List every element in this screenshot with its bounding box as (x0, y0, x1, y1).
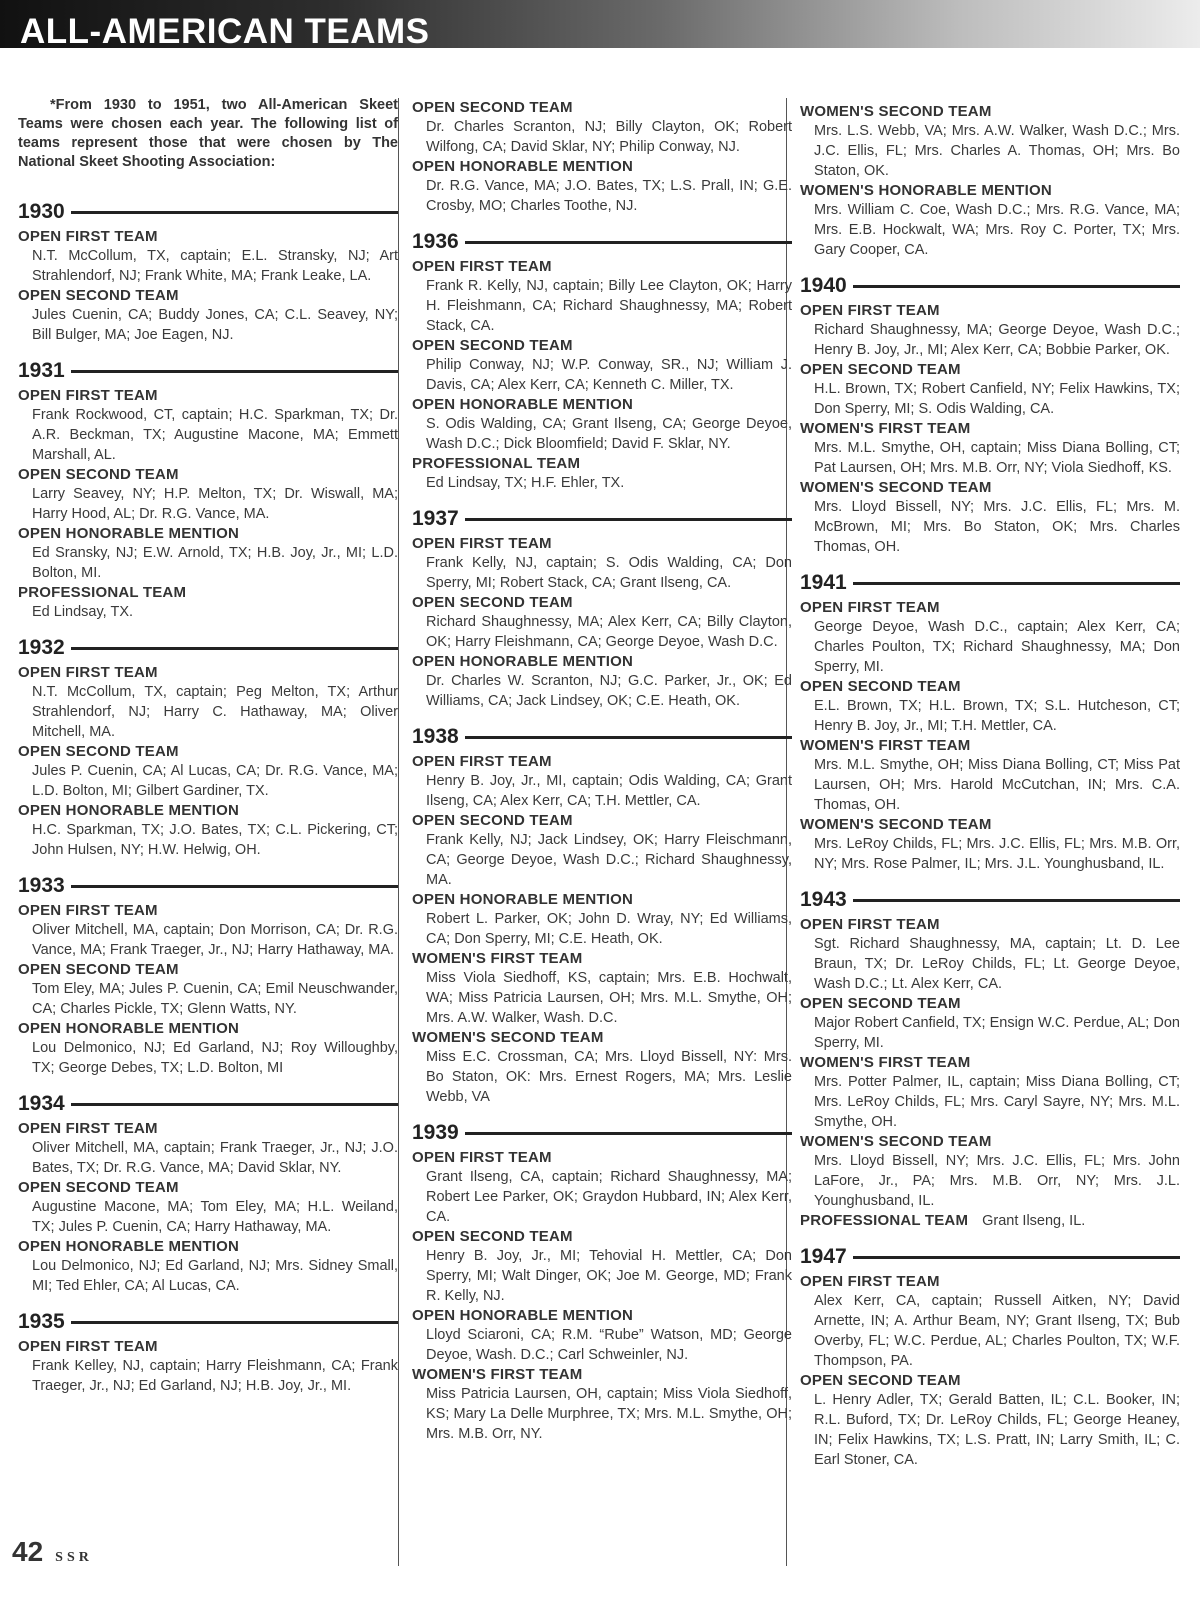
team-entry (412, 395, 792, 454)
team-entry (800, 1272, 1180, 1371)
team-title: WOMEN'S FIRST TEAM (800, 737, 971, 754)
team-members: George Deyoe, Wash D.C., captain; Alex Kerr, CA; Charles Poulton, TX; Richard Shaughnessy, MA; Don Sperry, MI. (814, 619, 1180, 675)
team-entry (412, 593, 792, 652)
team-title: OPEN FIRST TEAM (18, 228, 158, 245)
year-section-1935 (18, 1308, 398, 1396)
team-members: Frank Kelley, NJ, captain; Harry Fleishmann, CA; Frank Traeger, Jr., NJ; Ed Garland, NJ; H.B. Joy, Jr., MI. (32, 1358, 398, 1394)
year-label: 1933 (18, 874, 65, 897)
team-title: OPEN SECOND TEAM (412, 812, 573, 829)
year-label: 1935 (18, 1310, 65, 1333)
team-entry (18, 801, 398, 860)
team-members: Frank R. Kelly, NJ, captain; Billy Lee Clayton, OK; Harry H. Fleishmann, CA; Richard Shaughnessy, MA; Robert Stack, CA. (426, 278, 792, 334)
team-members: S. Odis Walding, CA; Grant Ilseng, CA; George Deyoe, Wash D.C.; Dick Bloomfield; David F. Sklar, NY. (426, 416, 792, 452)
year-rule (71, 1103, 398, 1106)
team-title: WOMEN'S FIRST TEAM (800, 1054, 971, 1071)
team-entry (800, 736, 1180, 815)
team-members: Miss Viola Siedhoff, KS, captain; Mrs. E.B. Hochwalt, WA; Miss Patricia Laursen, OH; Mrs. M.L. Smythe, OH; Mrs. A.W. Walker, Wash. D.C. (426, 970, 792, 1026)
year-rule (853, 285, 1180, 288)
team-members: Sgt. Richard Shaughnessy, MA, captain; Lt. D. Lee Braun, TX; Dr. LeRoy Childs, FL; Lt. George Deyoe, Wash D.C.; Lt. Alex Kerr, CA. (814, 936, 1180, 992)
team-title: OPEN FIRST TEAM (412, 1149, 552, 1166)
year-rule (71, 885, 398, 888)
team-title: OPEN HONORABLE MENTION (18, 1238, 240, 1255)
team-title: WOMEN'S FIRST TEAM (412, 950, 583, 967)
team-title: WOMEN'S SECOND TEAM (800, 103, 992, 120)
team-entry (800, 1371, 1180, 1470)
team-members: Philip Conway, NJ; W.P. Conway, SR., NJ; William J. Davis, CA; Alex Kerr, CA; Kenneth C. Miller, TX. (426, 357, 792, 393)
team-members: Jules P. Cuenin, CA; Al Lucas, CA; Dr. R.G. Vance, MA; L.D. Bolton, MI; Gilbert Gardiner, TX. (32, 763, 398, 799)
year-heading (412, 228, 792, 256)
team-members: Henry B. Joy, Jr., MI; Tehovial H. Mettler, CA; Don Sperry, MI; Walt Dinger, OK; Joe M. George, MD; Frank R. Kelly, NJ. (426, 1248, 792, 1304)
year-section-1934 (18, 1090, 398, 1296)
year-section-1938 (412, 723, 792, 1107)
team-title: WOMEN'S SECOND TEAM (800, 479, 992, 496)
team-title: OPEN SECOND TEAM (412, 594, 573, 611)
team-entry (800, 598, 1180, 677)
year-section-1940 (800, 272, 1180, 557)
team-title: OPEN SECOND TEAM (800, 361, 961, 378)
team-entry (18, 663, 398, 742)
column-2 (412, 98, 792, 1456)
team-title: OPEN FIRST TEAM (412, 753, 552, 770)
team-entry (18, 742, 398, 801)
team-members: Dr. R.G. Vance, MA; J.O. Bates, TX; L.S. Prall, IN; G.E. Crosby, MO; Charles Toothe, NJ. (426, 178, 792, 214)
team-members: Mrs. Potter Palmer, IL, captain; Miss Diana Bolling, CT; Mrs. LeRoy Childs, FL; Mrs. Caryl Sayre, NY; Mrs. M.L. Smythe, OH. (814, 1074, 1180, 1130)
team-entry (18, 901, 398, 960)
team-title: OPEN HONORABLE MENTION (18, 802, 240, 819)
team-title: OPEN HONORABLE MENTION (412, 891, 634, 908)
team-title: OPEN HONORABLE MENTION (412, 158, 634, 175)
team-entry (412, 1227, 792, 1306)
team-title: OPEN FIRST TEAM (18, 1338, 158, 1355)
team-title: OPEN SECOND TEAM (800, 995, 961, 1012)
team-title: OPEN HONORABLE MENTION (18, 1020, 240, 1037)
year-section-1941 (800, 569, 1180, 874)
team-members: Major Robert Canfield, TX; Ensign W.C. Perdue, AL; Don Sperry, MI. (814, 1015, 1180, 1051)
team-entry (18, 1337, 398, 1396)
team-entry (412, 157, 792, 216)
team-members: Mrs. LeRoy Childs, FL; Mrs. J.C. Ellis, FL; Mrs. M.B. Orr, NY; Mrs. Rose Palmer, IL; Mrs. J.L. Younghusband, IL. (814, 836, 1180, 872)
year-heading (18, 634, 398, 662)
team-members: N.T. McCollum, TX, captain; E.L. Stransky, NJ; Art Strahlendorf, NJ; Frank White, MA; Frank Leake, LA. (32, 248, 398, 284)
year-heading (800, 569, 1180, 597)
year-label: 1930 (18, 200, 65, 223)
column-1-body (18, 198, 398, 1396)
team-entry (800, 994, 1180, 1053)
year-rule (71, 647, 398, 650)
year-rule (465, 241, 792, 244)
team-members: L. Henry Adler, TX; Gerald Batten, IL; C.L. Booker, IN; R.L. Buford, TX; Dr. LeRoy Childs, FL; George Heaney, IN; Felix Hawkins, TX; L.S. Pratt, IN; Larry Smith, IL; C. Earl Stoner, CA. (814, 1392, 1180, 1468)
team-entry (800, 1053, 1180, 1132)
team-title: OPEN FIRST TEAM (18, 664, 158, 681)
year-section-1939 (412, 1119, 792, 1444)
team-entry (18, 227, 398, 286)
team-title: PROFESSIONAL TEAM (18, 584, 187, 601)
year-section-1933 (18, 872, 398, 1078)
team-entry (18, 1019, 398, 1078)
team-title: OPEN FIRST TEAM (800, 1273, 940, 1290)
year-rule (465, 518, 792, 521)
team-title: OPEN FIRST TEAM (18, 387, 158, 404)
continued-section (412, 98, 792, 216)
team-title: OPEN SECOND TEAM (18, 1179, 179, 1196)
team-entry (800, 360, 1180, 419)
team-entry (18, 960, 398, 1019)
year-heading (18, 872, 398, 900)
team-title: OPEN SECOND TEAM (800, 1372, 961, 1389)
team-entry (800, 1211, 1180, 1231)
team-entry (18, 1237, 398, 1296)
year-label: 1941 (800, 571, 847, 594)
team-title: OPEN FIRST TEAM (800, 302, 940, 319)
team-members: N.T. McCollum, TX, captain; Peg Melton, TX; Arthur Strahlendorf, NJ; Harry C. Hathaway, MA; Oliver Mitchell, MA. (32, 684, 398, 740)
team-members: Lloyd Sciaroni, CA; R.M. “Rube” Watson, MD; George Deyoe, Wash. D.C.; Carl Schweinler, NJ. (426, 1327, 792, 1363)
team-members: Mrs. M.L. Smythe, OH, captain; Miss Diana Bolling, CT; Pat Laursen, OH; Mrs. M.B. Orr, NY; Viola Siedhoff, KS. (814, 440, 1180, 476)
year-label: 1931 (18, 359, 65, 382)
continued-section (800, 102, 1180, 260)
team-entry (18, 386, 398, 465)
team-entry (800, 102, 1180, 181)
year-label: 1943 (800, 888, 847, 911)
page-footer (12, 1536, 93, 1568)
team-title: OPEN FIRST TEAM (18, 1120, 158, 1137)
team-title: OPEN SECOND TEAM (412, 1228, 573, 1245)
year-rule (465, 736, 792, 739)
team-entry (18, 524, 398, 583)
team-entry (412, 534, 792, 593)
team-members: Mrs. Lloyd Bissell, NY; Mrs. J.C. Ellis, FL; Mrs. M. McBrown, MI; Mrs. Bo Staton, OK; Mrs. Charles Thomas, OH. (814, 499, 1180, 555)
team-members: Ed Sransky, NJ; E.W. Arnold, TX; H.B. Joy, Jr., MI; L.D. Bolton, MI. (32, 545, 398, 581)
year-section-1936 (412, 228, 792, 493)
year-heading (800, 272, 1180, 300)
year-label: 1940 (800, 274, 847, 297)
team-title: WOMEN'S SECOND TEAM (412, 1029, 604, 1046)
team-members: Mrs. Lloyd Bissell, NY; Mrs. J.C. Ellis, FL; Mrs. John LaFore, Jr., PA; Mrs. M.B. Orr, NY; Mrs. J.L. Younghusband, IL. (814, 1153, 1180, 1209)
year-rule (465, 1132, 792, 1135)
team-title: OPEN SECOND TEAM (800, 678, 961, 695)
team-entry (18, 1178, 398, 1237)
team-members: E.L. Brown, TX; H.L. Brown, TX; S.L. Hutcheson, CT; Henry B. Joy, Jr., MI; T.H. Mettler, CA. (814, 698, 1180, 734)
team-entry (412, 949, 792, 1028)
team-members: Ed Lindsay, TX; H.F. Ehler, TX. (426, 475, 625, 491)
team-entry (800, 478, 1180, 557)
team-members: Dr. Charles Scranton, NJ; Billy Clayton, OK; Robert Wilfong, CA; David Sklar, NY; Philip Conway, NJ. (426, 119, 792, 155)
team-entry (412, 1306, 792, 1365)
team-members: Frank Kelly, NJ; Jack Lindsey, OK; Harry Fleischmann, CA; George Deyoe, Wash D.C.; Richard Shaughnessy, MA. (426, 832, 792, 888)
team-members: Richard Shaughnessy, MA; George Deyoe, Wash D.C.; Henry B. Joy, Jr., MI; Alex Kerr, CA; Bobbie Parker, OK. (814, 322, 1180, 358)
team-entry (18, 286, 398, 345)
team-entry (412, 454, 792, 493)
column-1 (18, 96, 398, 1408)
team-title: OPEN SECOND TEAM (412, 337, 573, 354)
year-heading (412, 505, 792, 533)
team-members: Mrs. William C. Coe, Wash D.C.; Mrs. R.G. Vance, MA; Mrs. E.B. Hockwalt, WA; Mrs. Roy C. Porter, TX; Mrs. Gary Cooper, CA. (814, 202, 1180, 258)
year-heading (18, 1090, 398, 1118)
header-banner (0, 0, 1200, 48)
page-title: ALL-AMERICAN TEAMS (20, 12, 430, 48)
team-members: H.C. Sparkman, TX; J.O. Bates, TX; C.L. Pickering, CT; John Hulsen, NY; H.W. Helwig, OH. (32, 822, 398, 858)
team-entry (412, 652, 792, 711)
year-heading (18, 1308, 398, 1336)
team-entry (412, 752, 792, 811)
team-members: Frank Rockwood, CT, captain; H.C. Sparkman, TX; Dr. A.R. Beckman, TX; Augustine Macone, MA; Emmett Marshall, AL. (32, 407, 398, 463)
year-section-1930 (18, 198, 398, 345)
team-title: OPEN FIRST TEAM (18, 902, 158, 919)
year-heading (800, 1243, 1180, 1271)
year-rule (71, 1321, 398, 1324)
team-members: Lou Delmonico, NJ; Ed Garland, NJ; Roy Willoughby, TX; George Debes, TX; L.D. Bolton, MI (32, 1040, 398, 1076)
team-members: Lou Delmonico, NJ; Ed Garland, NJ; Mrs. Sidney Small, MI; Ted Ehler, CA; Al Lucas, CA. (32, 1258, 398, 1294)
team-members: Oliver Mitchell, MA, captain; Don Morrison, CA; Dr. R.G. Vance, MA; Frank Traeger, Jr., NJ; Harry Hathaway, MA. (32, 922, 398, 958)
year-heading (412, 723, 792, 751)
team-members: Grant Ilseng, CA, captain; Richard Shaughnessy, MA; Robert Lee Parker, OK; Graydon Hubbard, IN; Alex Kerr, CA. (426, 1169, 792, 1225)
year-heading (412, 1119, 792, 1147)
team-entry (412, 811, 792, 890)
team-entry (412, 257, 792, 336)
team-members: H.L. Brown, TX; Robert Canfield, NY; Felix Hawkins, TX; Don Sperry, MI; S. Odis Walding, CA. (814, 381, 1180, 417)
team-entry (800, 301, 1180, 360)
team-entry (412, 890, 792, 949)
year-label: 1936 (412, 230, 459, 253)
team-entry (800, 419, 1180, 478)
team-title: OPEN HONORABLE MENTION (412, 653, 634, 670)
year-label: 1939 (412, 1121, 459, 1144)
year-label: 1934 (18, 1092, 65, 1115)
team-members: Richard Shaughnessy, MA; Alex Kerr, CA; Billy Clayton, OK; Harry Fleishmann, CA; George Deyoe, Wash D.C. (426, 614, 792, 650)
team-title: OPEN FIRST TEAM (412, 535, 552, 552)
column-3-body (800, 102, 1180, 1470)
team-title: PROFESSIONAL TEAM (412, 455, 581, 472)
team-entry (800, 677, 1180, 736)
year-rule (71, 370, 398, 373)
year-section-1932 (18, 634, 398, 860)
team-entry (800, 1132, 1180, 1211)
year-label: 1938 (412, 725, 459, 748)
column-2-body (412, 98, 792, 1444)
team-members: Ed Lindsay, TX. (32, 604, 134, 620)
team-title: OPEN SECOND TEAM (18, 466, 179, 483)
team-title: OPEN HONORABLE MENTION (18, 525, 240, 542)
team-entry (800, 815, 1180, 874)
team-title: OPEN FIRST TEAM (800, 599, 940, 616)
publication-name: SSR (55, 1550, 93, 1565)
year-section-1937 (412, 505, 792, 711)
team-title: PROFESSIONAL TEAM (800, 1212, 969, 1229)
team-entry (18, 1119, 398, 1178)
year-section-1947 (800, 1243, 1180, 1470)
year-rule (853, 1256, 1180, 1259)
team-title: WOMEN'S FIRST TEAM (412, 1366, 583, 1383)
column-divider (398, 98, 399, 1566)
team-members: Augustine Macone, MA; Tom Eley, MA; H.L. Weiland, TX; Jules P. Cuenin, CA; Harry Hathaway, MA. (32, 1199, 398, 1235)
team-members: Mrs. L.S. Webb, VA; Mrs. A.W. Walker, Wash D.C.; Mrs. J.C. Ellis, FL; Mrs. Charles A. Thomas, OH; Mrs. Bo Staton, OK. (814, 123, 1180, 179)
page-number: 42 (12, 1536, 44, 1567)
year-label: 1937 (412, 507, 459, 530)
year-label: 1932 (18, 636, 65, 659)
team-title: OPEN SECOND TEAM (18, 961, 179, 978)
team-members: Frank Kelly, NJ, captain; S. Odis Walding, CA; Don Sperry, MI; Robert Stack, CA; Grant Ilseng, CA. (426, 555, 792, 591)
team-members: Alex Kerr, CA, captain; Russell Aitken, NY; David Arnette, IN; A. Arthur Beam, NY; Grant Ilseng, TX; Bub Overby, FL; W.C. Perdue, AL; Charles Poulton, TX; W.F. Thompson, PA. (814, 1293, 1180, 1369)
team-entry (800, 181, 1180, 260)
team-members: Henry B. Joy, Jr., MI, captain; Odis Walding, CA; Grant Ilseng, CA; Alex Kerr, CA; T.H. Mettler, CA. (426, 773, 792, 809)
team-title: OPEN FIRST TEAM (800, 916, 940, 933)
team-title: WOMEN'S FIRST TEAM (800, 420, 971, 437)
team-members: Oliver Mitchell, MA, captain; Frank Traeger, Jr., NJ; J.O. Bates, TX; Dr. R.G. Vance, MA; David Sklar, NY. (32, 1140, 398, 1176)
team-members: Larry Seavey, NY; H.P. Melton, TX; Dr. Wiswall, MA; Harry Hood, AL; Dr. R.G. Vance, MA. (32, 486, 398, 522)
team-title: WOMEN'S SECOND TEAM (800, 816, 992, 833)
team-entry (412, 1148, 792, 1227)
team-members: Mrs. M.L. Smythe, OH; Miss Diana Bolling, CT; Miss Pat Laursen, OH; Mrs. Harold McCutchan, IN; Mrs. C.A. Thomas, OH. (814, 757, 1180, 813)
team-entry (412, 336, 792, 395)
team-members: Miss Patricia Laursen, OH, captain; Miss Viola Siedhoff, KS; Mary La Delle Murphree, TX; Mrs. M.L. Smythe, OH; Mrs. M.B. Orr, NY. (426, 1386, 792, 1442)
year-heading (18, 357, 398, 385)
team-members: Robert L. Parker, OK; John D. Wray, NY; Ed Williams, CA; Don Sperry, MI; C.E. Heath, OK. (426, 911, 792, 947)
team-title: OPEN HONORABLE MENTION (412, 1307, 634, 1324)
team-title: OPEN SECOND TEAM (18, 287, 179, 304)
team-title: WOMEN'S SECOND TEAM (800, 1133, 992, 1150)
team-entry (18, 465, 398, 524)
year-rule (853, 899, 1180, 902)
column-3 (800, 102, 1180, 1482)
team-title: OPEN SECOND TEAM (18, 743, 179, 760)
year-label: 1947 (800, 1245, 847, 1268)
team-entry (412, 98, 792, 157)
team-members: Tom Eley, MA; Jules P. Cuenin, CA; Emil Neuschwander, CA; Charles Pickle, TX; Glenn Watts, NY. (32, 981, 398, 1017)
team-title: OPEN HONORABLE MENTION (412, 396, 634, 413)
intro-note: *From 1930 to 1951, two All-American Skeet Teams were chosen each year. The following list of teams represent those that were chosen by The National Skeet Shooting Association: (18, 97, 398, 170)
team-title: OPEN SECOND TEAM (412, 99, 573, 116)
team-members: Grant Ilseng, IL. (982, 1213, 1086, 1229)
year-rule (71, 211, 398, 214)
team-entry (18, 583, 398, 622)
year-heading (18, 198, 398, 226)
team-title: WOMEN'S HONORABLE MENTION (800, 182, 1052, 199)
year-section-1943 (800, 886, 1180, 1231)
team-title: OPEN FIRST TEAM (412, 258, 552, 275)
team-entry (412, 1028, 792, 1107)
team-entry (412, 1365, 792, 1444)
year-heading (800, 886, 1180, 914)
team-entry (800, 915, 1180, 994)
year-rule (853, 582, 1180, 585)
team-members: Jules Cuenin, CA; Buddy Jones, CA; C.L. Seavey, NY; Bill Bulger, MA; Joe Eagen, NJ. (32, 307, 398, 343)
team-members: Dr. Charles W. Scranton, NJ; G.C. Parker, Jr., OK; Ed Williams, CA; Jack Lindsey, OK; C.E. Heath, OK. (426, 673, 792, 709)
team-members: Miss E.C. Crossman, CA; Mrs. Lloyd Bissell, NY: Mrs. Bo Staton, OK: Mrs. Ernest Rogers, MA; Mrs. Leslie Webb, VA (426, 1049, 792, 1105)
year-section-1931 (18, 357, 398, 622)
